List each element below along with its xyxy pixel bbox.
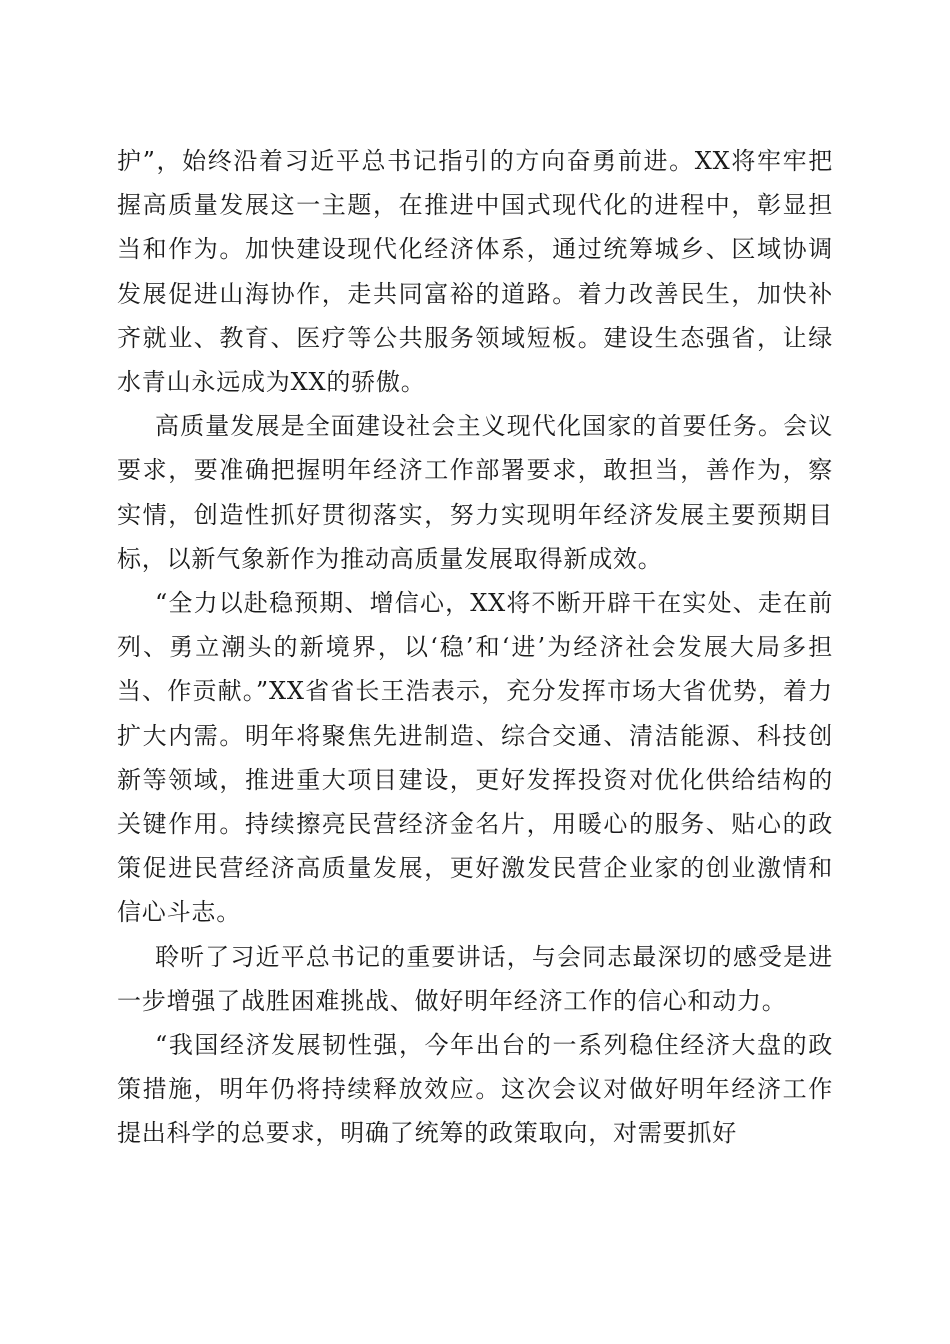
paragraph-1: 护”，始终沿着习近平总书记指引的方向奋勇前进。XX将牢牢把握高质量发展这一主题，在推进中国式现代化的进程中，彰显担当和作为。加快建设现代化经济体系，通过统筹城乡、区域协调发展促进山海协作，走共同富裕的道路。着力改善民生，加快补齐就业、教育、医疗等公共服务领域短板。建设生态强省，让绿水青山永远成为XX的骄傲。: [117, 147, 833, 397]
paragraph-5: “我国经济发展韧性强，今年出台的一系列稳住经济大盘的政策措施，明年仍将持续释放效应。这次会议对做好明年经济工作提出科学的总要求，明确了统筹的政策取向，对需要抓好: [117, 1031, 833, 1148]
paragraph-2: 高质量发展是全面建设社会主义现代化国家的首要任务。会议要求，要准确把握明年经济工作部署要求，敢担当，善作为，察实情，创造性抓好贯彻落实，努力实现明年经济发展主要预期目标，以新气象新作为推动高质量发展取得新成效。: [117, 412, 833, 573]
paragraph-4: 聆听了习近平总书记的重要讲话，与会同志最深切的感受是进一步增强了战胜困难挑战、做好明年经济工作的信心和动力。: [117, 942, 833, 1015]
paragraph-3: “全力以赴稳预期、增信心，XX将不断开辟干在实处、走在前列、勇立潮头的新境界，以‘稳’和‘进’为经济社会发展大局多担当、作贡献。”XX省省长王浩表示，充分发挥市场大省优势，着力扩大内需。明年将聚焦先进制造、综合交通、清洁能源、科技创新等领域，推进重大项目建设，更好发挥投资对优化供给结构的关键作用。持续擦亮民营经济金名片，用暖心的服务、贴心的政策促进民营经济高质量发展，更好激发民营企业家的创业激情和信心斗志。: [117, 589, 833, 927]
document-body: [117, 139, 833, 1156]
